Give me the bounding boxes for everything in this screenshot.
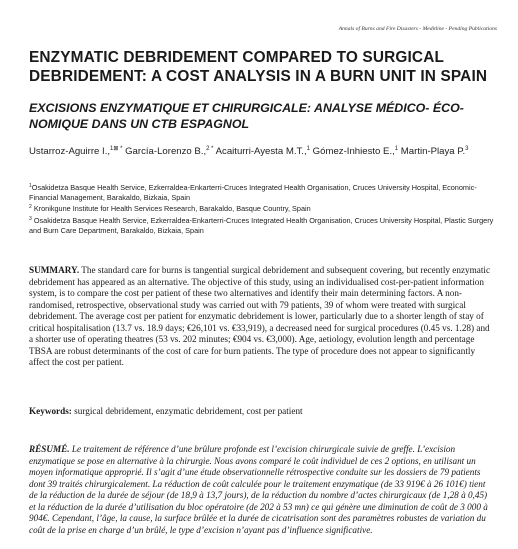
- resume-text: Le traitement de référence d’une brûlure profonde est l’excision chirurgicale suivie de greffe. L’excision enzymatique se pose en alternative à la chirurgie. Nous avons comparé le coût individuel de ces 2 options, en utilisant un moyen informatique approprié. Il s’agit d’une étude observationnelle rétrospective conduite sur les dossiers de 79 patients dont 39 traités chirurgicalement. La réduction de coût calculée pour le traitement enzymatique (de 33 919€ à 26 101€) tient de la réduction de la durée de séjour (de 18,9 à 13,7 jours), de la réduction du nombre d’actes chirurgicaux (de 1,28 à 0,45) et la réduction de la durée d’utilisation du bloc opératoire (de 202 à 53 mn) ce qui génère une diminution de coût de 3 000 à 904€. Cependant, l’âge, la cause, la surface brûlée et la durée de cicatrisation sont des paramètres robustes de variation du coût de la prise en charge d’un brûlé, le type d’excision n’ayant pas d’influence significative.: [29, 444, 488, 535]
- journal-header: Annals of Burns and Fire Disasters - Meditline - Pending Publications: [338, 26, 497, 32]
- author-affiliation-mark: 3: [465, 146, 469, 152]
- keywords: [29, 405, 494, 417]
- author-affiliation-mark: 1: [306, 146, 310, 152]
- keywords-label: Keywords:: [29, 406, 72, 416]
- french-resume: [29, 444, 494, 536]
- resume-label: RÉSUMÉ.: [29, 444, 70, 454]
- author-name: Acaiturri-Ayesta M.T.,: [215, 146, 307, 157]
- author-name: Ustarroz-Aguirre I.,: [29, 146, 111, 157]
- affiliation-list: [29, 183, 499, 237]
- keywords-text: surgical debridement, enzymatic debridement, cost per patient: [74, 406, 303, 416]
- affiliation-item: [29, 216, 499, 236]
- affiliation-number: 2: [29, 204, 32, 211]
- author-name: García-Lorenzo B.,: [125, 146, 207, 157]
- affiliation-item: [29, 183, 499, 203]
- affiliation-text: Kronikgune Institute for Health Services Research, Barakaldo, Basque Country, Spain: [33, 204, 311, 214]
- english-summary: [29, 265, 494, 369]
- article-title: ENZYMATIC DEBRIDEMENT COMPARED TO SURGICAL DEBRIDEMENT: A COST ANALYSIS IN A BURN UNIT IN SPAIN: [29, 49, 488, 85]
- author-name: Martin-Playa P.: [400, 146, 466, 157]
- affiliation-item: [29, 204, 499, 214]
- affiliation-text: Osakidetza Basque Health Service, Ezkerraldea-Enkarterri-Cruces Integrated Health Organisation, Cruces University Hospital, Plastic Surgery and Burn Care Department, Barakaldo, Bizkaia, Spain: [29, 215, 494, 235]
- author-list: [29, 145, 493, 158]
- author-affiliation-mark: 1: [394, 146, 399, 152]
- summary-label: SUMMARY.: [29, 265, 80, 275]
- author-name: Gómez-Inhiesto E.,: [312, 146, 395, 157]
- affiliation-number: 3: [29, 215, 32, 222]
- affiliation-number: 1: [29, 183, 32, 189]
- affiliation-text: Osakidetza Basque Health Service, Ezkerraldea-Enkarterri-Cruces Integrated Health Organisation, Cruces University Hospital, Economic-Financial Management, Barakaldo, Bizkaia, Spain: [29, 183, 477, 203]
- author-affiliation-mark: 1⊠ *: [110, 146, 123, 152]
- article-subtitle-french: EXCISIONS ENZYMATIQUE ET CHIRURGICALE: ANALYSE MÉDICO- ÉCO-NOMIQUE DANS UN CTB ESPAGNOL: [29, 101, 464, 131]
- summary-text: The standard care for burns is tangential surgical debridement and subsequent covering, but recently enzymatic debridement has appeared as an alternative. The objective of this study, using an individualised cost-per-patient information system, is to compare the cost per patient of these two alternatives and identify their main determining factors. A non-randomised, retrospective, observational study was carried out with 79 patients, 39 of whom were treated with surgical debridement. The average cost per patient for enzymatic debridement is lower, particularly due to a shorter length of stay of critical hospitalisation (13.7 vs. 18.9 days; €26,101 vs. €33,919), a decreased need for surgical procedures (0.45 vs. 1.28) and a shorter use of operating theatres (53 vs. 202 minutes; €904 vs. €3,000). Age, aetiology, evolution length and percentage TBSA are robust determinants of the cost of care for burn patients. The type of procedure does not appear to significantly affect the cost per patient.: [29, 265, 491, 368]
- author-affiliation-mark: 2 *: [206, 146, 214, 152]
